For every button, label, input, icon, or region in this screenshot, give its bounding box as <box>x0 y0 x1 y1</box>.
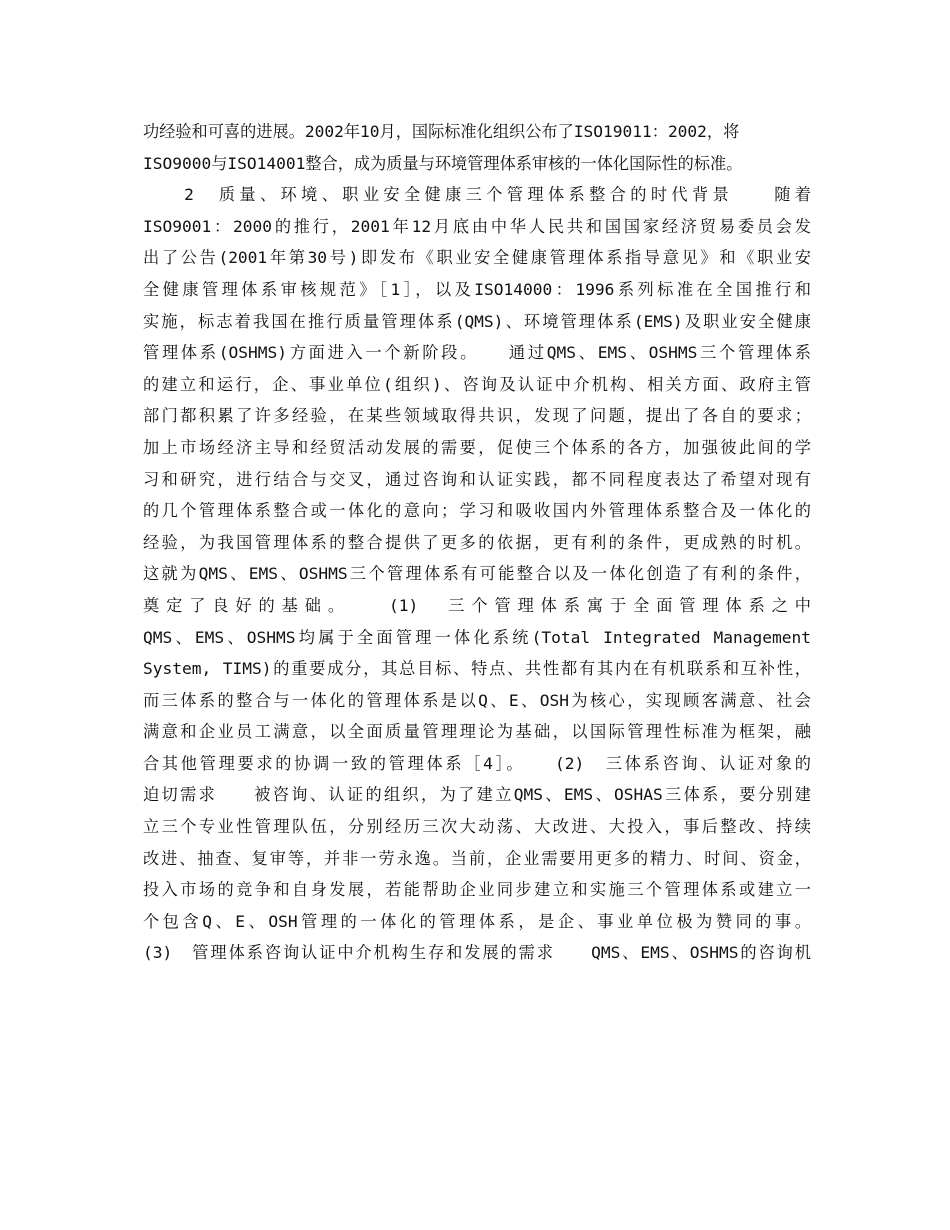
text-line: 全健康管理体系审核规范》［1］，以及ISO14000：1996系列标准在全国推行和 <box>143 279 811 299</box>
text-line: 出了公告(2001年第30号)即发布《职业安全健康管理体系指导意见》和《职业安 <box>143 248 811 268</box>
text-line: 2 质量、环境、职业安全健康三个管理体系整合的时代背景 随着 <box>143 185 811 205</box>
text-line: 改进、抽查、复审等，并非一劳永逸。当前，企业需要用更多的精力、时间、资金， <box>143 848 811 868</box>
text-line: 奠定了良好的基础。 (1) 三个管理体系寓于全面管理体系之中 <box>143 595 811 615</box>
text-line: 合其他管理要求的协调一致的管理体系［4］。 (2) 三体系咨询、认证对象的 <box>143 753 811 773</box>
body-text <box>143 116 811 969</box>
text-line: 加上市场经济主导和经贸活动发展的需要，促使三个体系的各方，加强彼此间的学 <box>143 437 811 457</box>
text-line: ISO9001：2000的推行，2001年12月底由中华人民共和国国家经济贸易委员会发 <box>143 216 811 236</box>
text-line: QMS、EMS、OSHMS均属于全面管理一体化系统(Total Integrated Management <box>143 627 811 647</box>
text-line: 的几个管理体系整合或一体化的意向；学习和吸收国内外管理体系整合及一体化的 <box>143 501 811 521</box>
text-line: (3) 管理体系咨询认证中介机构生存和发展的需求 QMS、EMS、OSHMS的咨询机 <box>143 943 811 963</box>
text-line: 部门都积累了许多经验，在某些领域取得共识，发现了问题，提出了各自的要求； <box>143 406 811 426</box>
text-line: 满意和企业员工满意，以全面质量管理理论为基础，以国际管理性标准为框架，融 <box>143 722 811 742</box>
text-line: 而三体系的整合与一体化的管理体系是以Q、E、OSH为核心，实现顾客满意、社会 <box>143 690 811 710</box>
text-line: 个包含Q、E、OSH管理的一体化的管理体系，是企、事业单位极为赞同的事。 <box>143 911 811 931</box>
text-line: 的建立和运行，企、事业单位(组织)、咨询及认证中介机构、相关方面、政府主管 <box>143 374 811 394</box>
text-line: 经验，为我国管理体系的整合提供了更多的依据，更有利的条件，更成熟的时机。 <box>143 532 811 552</box>
text-line: ISO9000与ISO14001整合，成为质量与环境管理体系审核的一体化国际性的标准。 <box>143 153 743 173</box>
text-line: 这就为QMS、EMS、OSHMS三个管理体系有可能整合以及一体化创造了有利的条件， <box>143 564 811 584</box>
text-line: 习和研究，进行结合与交叉，通过咨询和认证实践，都不同程度表达了希望对现有 <box>143 469 811 489</box>
text-line: System, TIMS)的重要成分，其总目标、特点、共性都有其内在有机联系和互补性， <box>143 659 811 679</box>
text-line: 迫切需求 被咨询、认证的组织，为了建立QMS、EMS、OSHAS三体系，要分别建 <box>143 785 811 805</box>
text-line: 投入市场的竞争和自身发展，若能帮助企业同步建立和实施三个管理体系或建立一 <box>143 880 811 900</box>
text-line: 立三个专业性管理队伍，分别经历三次大动荡、大改进、大投入，事后整改、持续 <box>143 817 811 837</box>
text-line: 管理体系(OSHMS)方面进入一个新阶段。 通过QMS、EMS、OSHMS三个管理体系 <box>143 343 811 363</box>
text-line: 功经验和可喜的进展。2002年10月，国际标准化组织公布了ISO19011：2002，将 <box>143 122 740 141</box>
text-line: 实施，标志着我国在推行质量管理体系(QMS)、环境管理体系(EMS)及职业安全健康 <box>143 311 811 331</box>
